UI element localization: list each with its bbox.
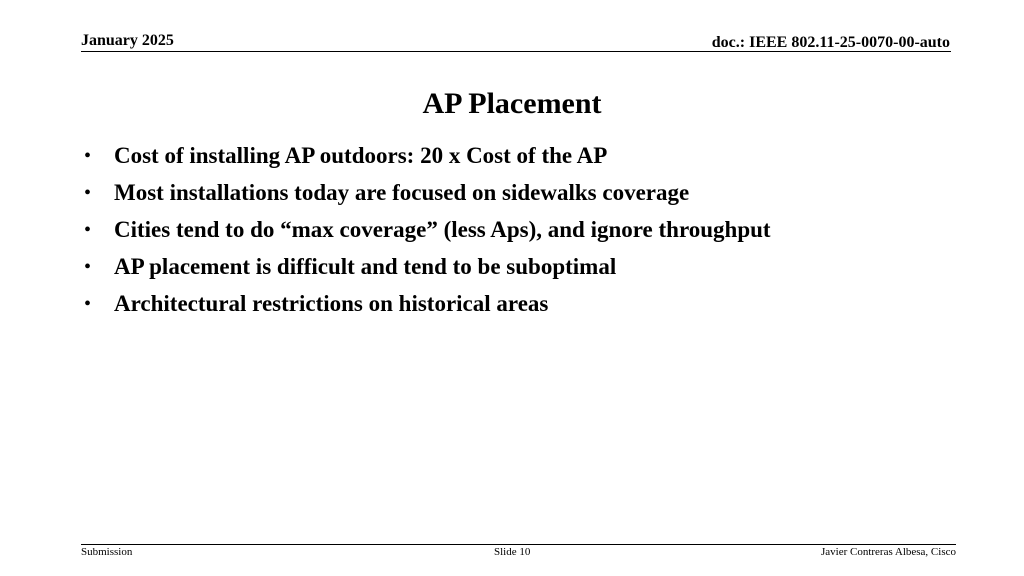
bullet-icon: • [84, 145, 92, 167]
slide-title: AP Placement [422, 87, 602, 120]
bullet-text: Cost of installing AP outdoors: 20 x Cost of the AP [114, 143, 608, 168]
bullet-icon: • [84, 256, 92, 278]
bullet-list [84, 139, 771, 324]
bullet-text: Architectural restrictions on historical areas [114, 291, 549, 316]
bullet-item [84, 250, 771, 287]
bullet-text: AP placement is difficult and tend to be suboptimal [114, 254, 617, 279]
bullet-icon: • [84, 182, 92, 204]
bullet-icon: • [84, 219, 92, 241]
footer-submission: Submission [81, 546, 133, 558]
bullet-item [84, 213, 771, 250]
bullet-text: Cities tend to do “max coverage” (less Aps), and ignore throughput [114, 217, 771, 242]
bullet-item [84, 176, 771, 213]
footer-divider [81, 544, 956, 545]
bullet-icon: • [84, 293, 92, 315]
footer-slide-number: Slide 10 [494, 546, 531, 558]
header-doc-id: doc.: IEEE 802.11-25-0070-00-auto [711, 34, 950, 51]
footer-author: Javier Contreras Albesa, Cisco [820, 546, 956, 558]
header-date: January 2025 [81, 32, 174, 49]
header-divider [81, 51, 951, 52]
bullet-item [84, 139, 771, 176]
bullet-item [84, 287, 771, 324]
bullet-text: Most installations today are focused on sidewalks coverage [114, 180, 690, 205]
